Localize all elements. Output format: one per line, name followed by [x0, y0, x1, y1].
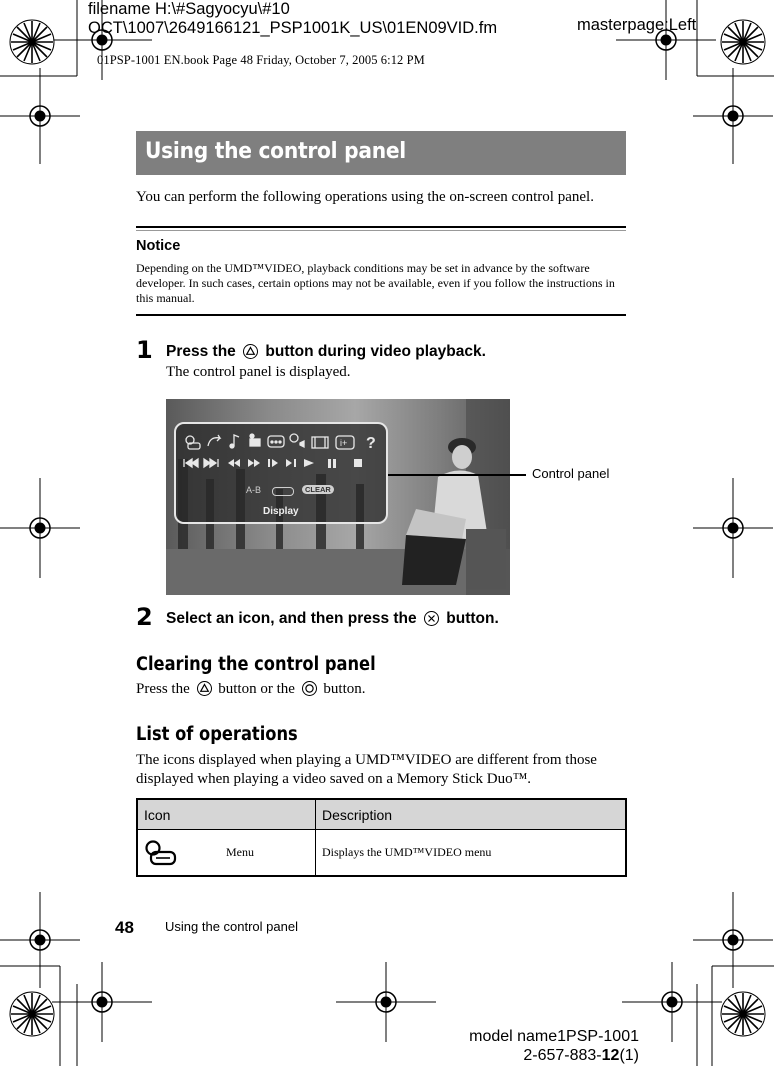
- panel-ab-label: A-B: [246, 485, 262, 495]
- notice-text: Depending on the UMD™VIDEO, playback conditions may be set in advance by the software developer. In such cases, certain options may not be available, even if you follow the instructions in this manual.: [136, 261, 615, 305]
- step-2-text-after: button.: [446, 610, 499, 627]
- table-row: [137, 830, 626, 877]
- step-1-sub: The control panel is displayed.: [166, 364, 351, 380]
- crosshair-icon: [693, 892, 773, 988]
- crosshair-icon: [693, 68, 773, 164]
- crosshair-icon: [616, 0, 716, 80]
- step-1-text: [166, 343, 486, 361]
- audio-icon: [234, 435, 239, 446]
- info-icon: [336, 436, 354, 449]
- model-code-bold: 12: [601, 1047, 620, 1064]
- clearing-text-before: Press the: [136, 681, 190, 697]
- crosshair-icon: [336, 962, 436, 1042]
- list-heading: List of operations: [136, 724, 298, 745]
- page-number: 48: [115, 918, 134, 937]
- subtitle-icon: [268, 436, 284, 447]
- panel-clear-label: CLEAR: [302, 485, 334, 494]
- footer-title: Using the control panel: [165, 919, 298, 934]
- masterpage-label: masterpage:Left: [577, 16, 697, 34]
- clearing-text-middle: button or the: [218, 681, 295, 697]
- playback-controls-icon: [184, 459, 362, 468]
- table-header-description: Description: [316, 799, 627, 830]
- callout-line: [388, 474, 526, 476]
- return-icon: [208, 435, 220, 446]
- model-code-suffix: (1): [619, 1047, 639, 1064]
- menu-icon: [186, 436, 200, 449]
- crosshair-icon: [0, 478, 80, 578]
- step-1-number: 1: [136, 336, 153, 364]
- crosshair-icon: [0, 68, 80, 164]
- menu-icon: [144, 839, 178, 867]
- model-info: [461, 1027, 639, 1065]
- callout-label: Control panel: [532, 466, 610, 481]
- filename-line-2: OCT\1007\2649166121_PSP1001K_US\01EN09VID.fm: [88, 19, 498, 37]
- circle-button-icon: [302, 681, 317, 696]
- crosshair-icon: [52, 962, 152, 1042]
- crosshair-icon: [0, 892, 80, 988]
- clearing-heading: Clearing the control panel: [136, 654, 376, 675]
- step-2-text-before: Select an icon, and then press the: [166, 610, 417, 627]
- step-1-text-before: Press the: [166, 343, 236, 360]
- registration-starburst-icon: [721, 992, 765, 1036]
- triangle-button-icon: [243, 344, 258, 359]
- section-title-bar: [136, 131, 626, 175]
- table-cell-description: Displays the UMD™VIDEO menu: [316, 830, 627, 877]
- intro-text: You can perform the following operations using the on-screen control panel.: [136, 189, 594, 205]
- registration-starburst-icon: [721, 20, 765, 64]
- clearing-text: [136, 681, 366, 698]
- operations-table: [136, 798, 627, 877]
- model-line-1: model name1PSP-1001: [469, 1028, 639, 1045]
- notice-rule-top: [136, 226, 626, 228]
- table-cell-icon: [137, 830, 316, 877]
- svg-text:i+: i+: [340, 438, 348, 448]
- help-icon: ?: [366, 435, 376, 452]
- crosshair-icon: [693, 478, 773, 578]
- registration-starburst-icon: [10, 20, 54, 64]
- notice-rule-bottom: [136, 314, 626, 316]
- model-line-2: [461, 1046, 639, 1065]
- model-code: 2-657-883-: [523, 1047, 602, 1064]
- section-title: Using the control panel: [145, 139, 406, 164]
- list-text: The icons displayed when playing a UMD™VIDEO are different from those displayed when playing a video saved on a Memory Stick Duo™.: [136, 752, 597, 787]
- menu-label: Menu: [226, 845, 254, 859]
- screen-mode-icon: [312, 437, 328, 448]
- volume-icon: [290, 434, 304, 447]
- file-info: [88, 0, 497, 38]
- control-panel-overlay: [174, 422, 388, 524]
- filename-line-1: filename H:\#Sagyocyu\#10: [88, 0, 290, 18]
- cross-button-icon: [424, 611, 439, 626]
- table-header-icon: Icon: [137, 799, 316, 830]
- notice-rule-top-thin: [136, 230, 626, 231]
- table-header-row: [137, 799, 626, 830]
- clearing-text-after: button.: [323, 681, 366, 697]
- repeat-icon: [272, 487, 294, 496]
- control-panel-screenshot: [166, 399, 510, 595]
- step-2-text: [166, 610, 499, 628]
- camera-angle-icon: [250, 434, 260, 446]
- book-line: 01PSP-1001 EN.book Page 48 Friday, October 7, 2005 6:12 PM: [97, 53, 425, 67]
- notice-title: Notice: [136, 238, 181, 254]
- registration-starburst-icon: [10, 992, 54, 1036]
- step-1-text-after: button during video playback.: [265, 343, 486, 360]
- panel-display-label: Display: [263, 506, 299, 517]
- triangle-button-icon: [197, 681, 212, 696]
- step-2-number: 2: [136, 603, 153, 631]
